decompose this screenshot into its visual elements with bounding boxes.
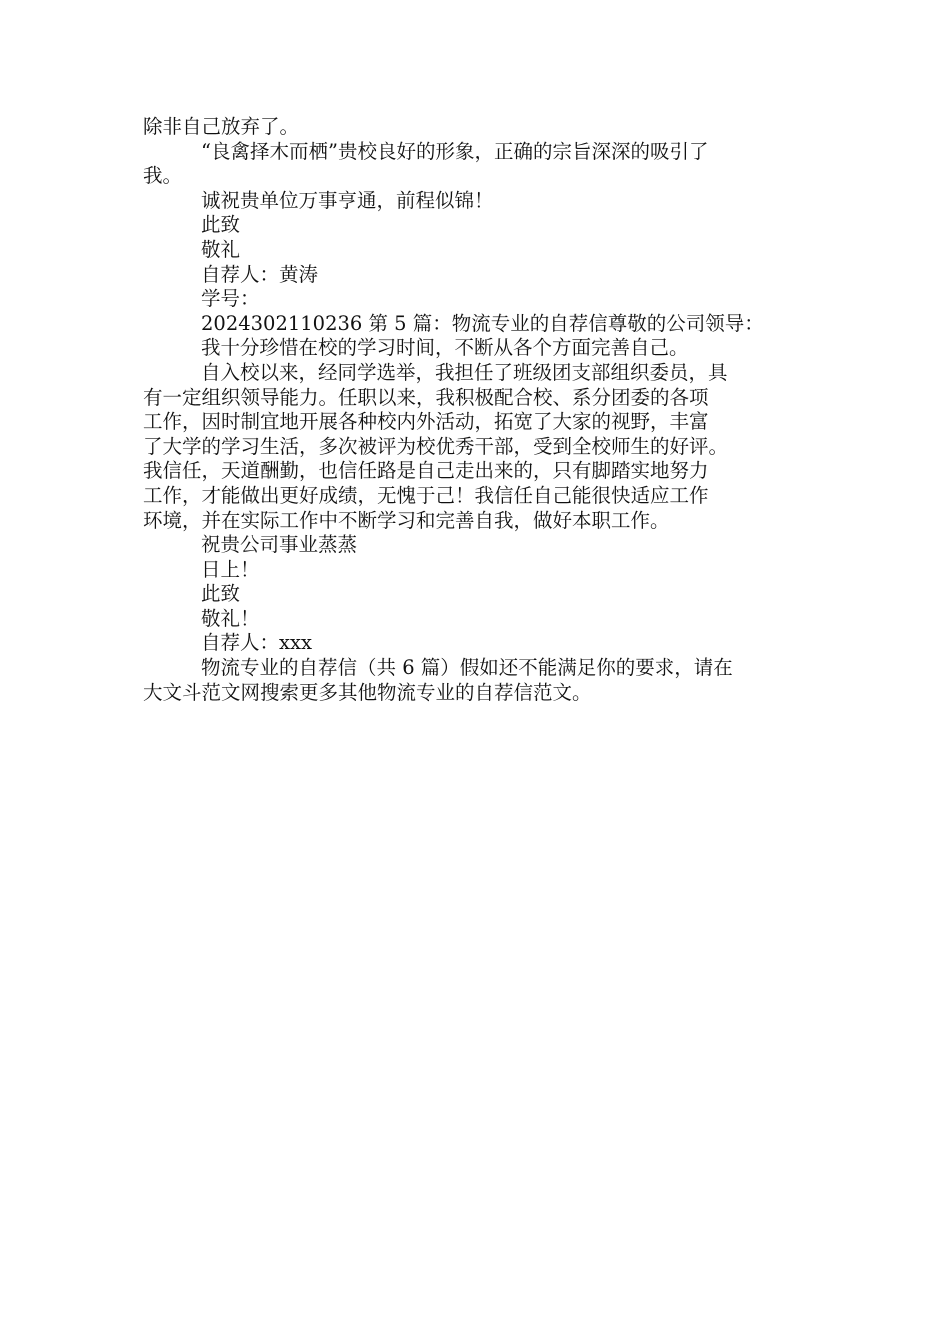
text-line: 我十分珍惜在校的学习时间，不断从各个方面完善自己。 xyxy=(201,336,689,360)
text-line: “良禽择木而栖”贵校良好的形象，正确的宗旨深深的吸引了 xyxy=(201,139,709,163)
signature-name: 自荐人：黄涛 xyxy=(201,262,319,286)
text-line: 大文斗范文网搜索更多其他物流专业的自荐信范文。 xyxy=(143,680,592,704)
closing-regards: 敬礼！ xyxy=(201,606,260,630)
closing-salutation: 此致 xyxy=(201,213,241,237)
text-line: 了大学的学习生活，多次被评为校优秀干部，受到全校师生的好评。 xyxy=(143,434,729,458)
closing-regards: 敬礼 xyxy=(201,237,241,261)
text-line: 物流专业的自荐信（共 6 篇）假如还不能满足你的要求，请在 xyxy=(201,656,733,680)
text-line: 有一定组织领导能力。任职以来，我积极配合校、系分团委的各项 xyxy=(143,385,709,409)
text-line: 我信任，天道酬勤，也信任路是自己走出来的，只有脚踏实地努力 xyxy=(143,459,709,483)
document-body xyxy=(143,115,823,705)
student-id-label: 学号： xyxy=(201,287,260,311)
text-line: 我。 xyxy=(143,164,183,188)
signature-name: 自荐人：xxx xyxy=(201,631,312,655)
text-line: 祝贵公司事业蒸蒸 xyxy=(201,533,358,557)
text-line: 环境，并在实际工作中不断学习和完善自我，做好本职工作。 xyxy=(143,508,670,532)
text-line: 日上！ xyxy=(201,557,260,581)
text-line: 工作，因时制宜地开展各种校内外活动，拓宽了大家的视野，丰富 xyxy=(143,410,709,434)
text-line: 工作，才能做出更好成绩，无愧于己！我信任自己能很快适应工作 xyxy=(143,483,709,507)
section-heading: 2024302110236 第 5 篇：物流专业的自荐信尊敬的公司领导： xyxy=(201,311,764,335)
text-line: 自入校以来，经同学选举，我担任了班级团支部组织委员，具 xyxy=(201,360,728,384)
text-line: 诚祝贵单位万事亨通，前程似锦！ xyxy=(201,188,494,212)
closing-salutation: 此致 xyxy=(201,582,241,606)
text-line: 除非自己放弃了。 xyxy=(143,115,300,138)
